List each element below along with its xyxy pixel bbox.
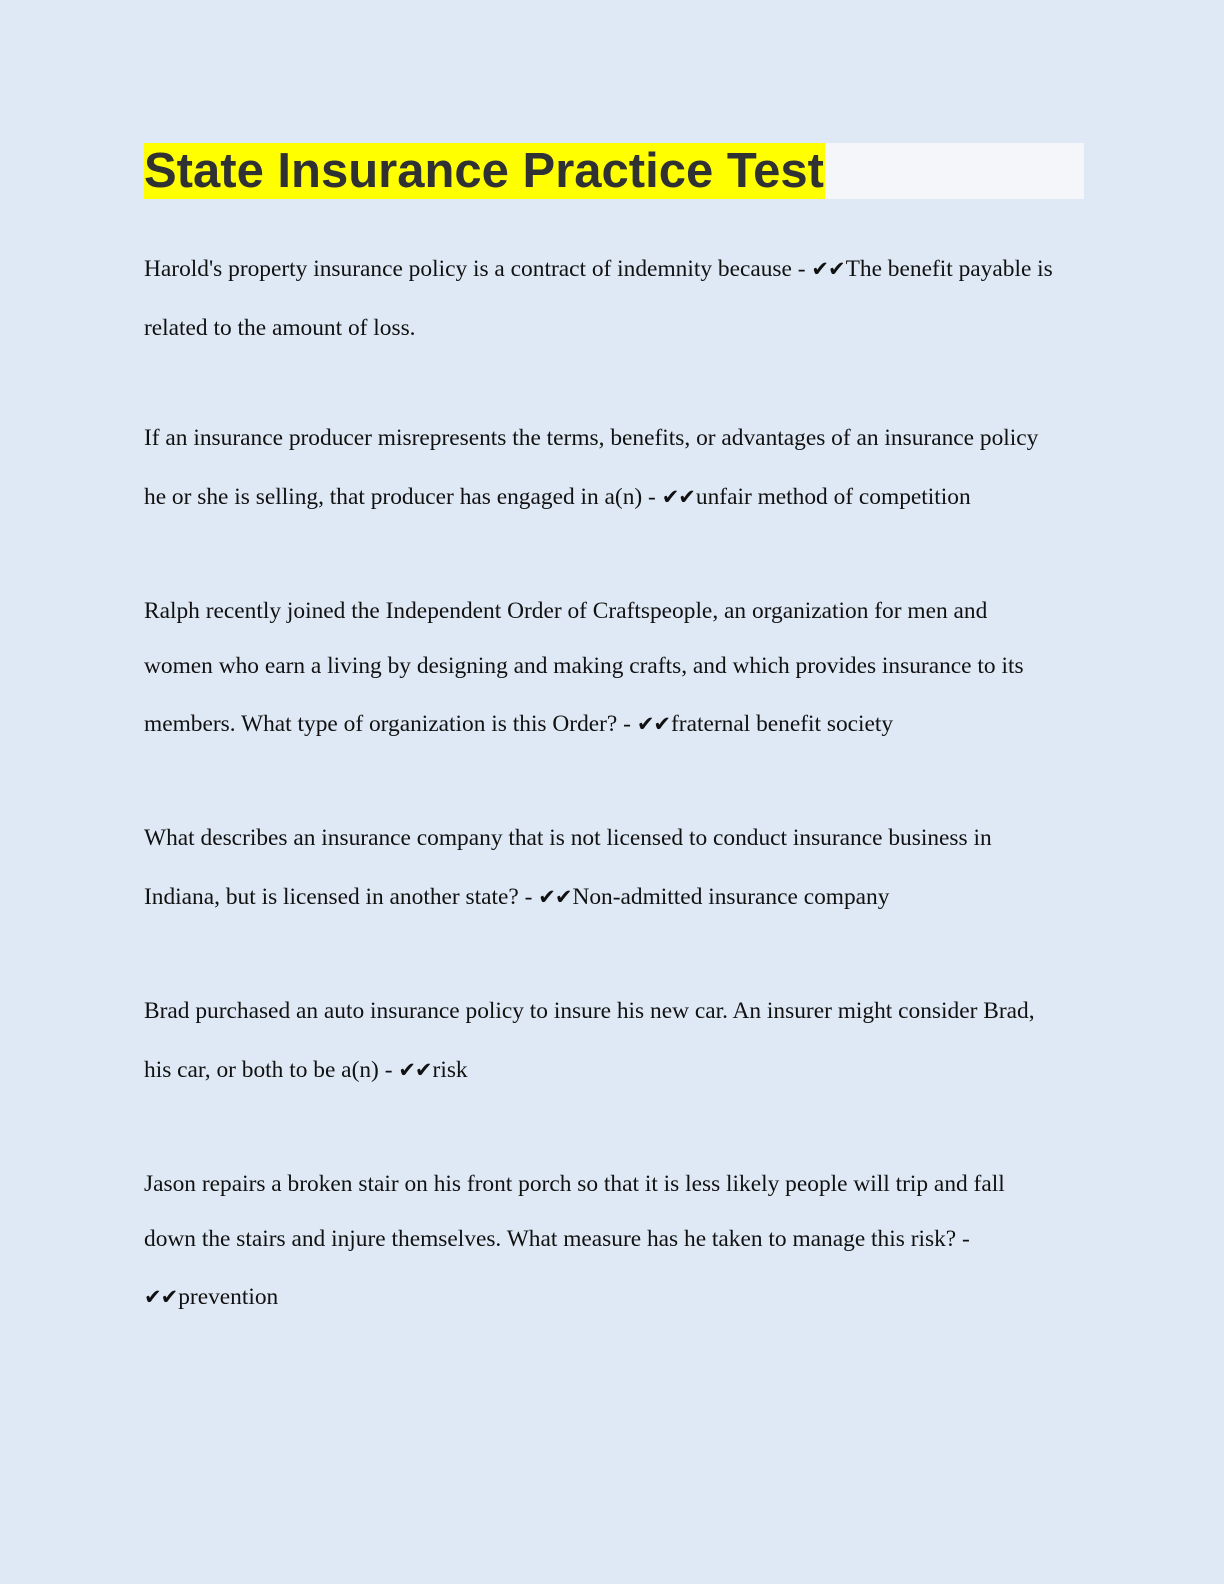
double-check-icon: ✔✔ — [144, 1285, 178, 1309]
answer-text: unfair method of competition — [695, 484, 971, 510]
question-line: women who earn a living by designing and making crafts, and which provides insurance to its — [144, 653, 1024, 679]
question-text: members. What type of organization is this Order? - — [144, 711, 637, 737]
answer-text: fraternal benefit society — [671, 711, 894, 737]
question-line — [144, 1057, 468, 1084]
question-line: down the stairs and injure themselves. What measure has he taken to manage this risk? - — [144, 1226, 970, 1252]
question-line: What describes an insurance company that is not licensed to conduct insurance business in — [144, 825, 992, 851]
question-line: Ralph recently joined the Independent Order of Craftspeople, an organization for men and — [144, 598, 988, 624]
double-check-icon: ✔✔ — [398, 1058, 432, 1082]
question-line — [144, 484, 971, 511]
answer-line: related to the amount of loss. — [144, 315, 416, 341]
question-line — [144, 256, 1053, 283]
question-line — [144, 884, 889, 911]
question-line: If an insurance producer misrepresents the terms, benefits, or advantages of an insurance policy — [144, 425, 1039, 451]
question-text: he or she is selling, that producer has engaged in a(n) - — [144, 484, 662, 510]
document-title: State Insurance Practice Test — [144, 144, 824, 198]
question-line: Brad purchased an auto insurance policy to insure his new car. An insurer might consider Brad, — [144, 998, 1035, 1024]
answer-text: Non-admitted insurance company — [572, 884, 890, 910]
answer-text: The benefit payable is — [845, 256, 1053, 282]
double-check-icon: ✔✔ — [811, 257, 845, 281]
answer-text: prevention — [178, 1284, 279, 1310]
double-check-icon: ✔✔ — [538, 885, 572, 909]
double-check-icon: ✔✔ — [636, 712, 671, 736]
question-text: his car, or both to be a(n) - — [144, 1057, 399, 1083]
question-line — [144, 711, 893, 738]
answer-line — [144, 1284, 278, 1311]
question-text: Indiana, but is licensed in another state? - — [144, 884, 539, 910]
question-line: Jason repairs a broken stair on his front porch so that it is less likely people will trip and fall — [144, 1171, 1005, 1197]
question-text: Harold's property insurance policy is a contract of indemnity because - — [144, 256, 812, 282]
double-check-icon: ✔✔ — [661, 485, 695, 509]
answer-text: risk — [432, 1057, 468, 1083]
